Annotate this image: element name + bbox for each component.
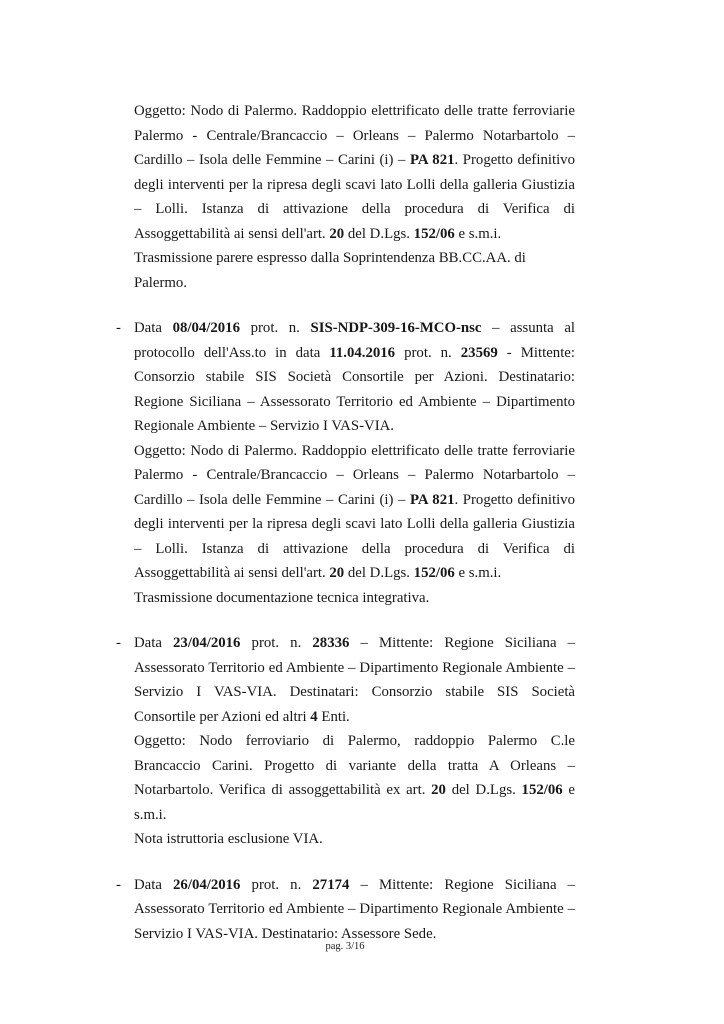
document-body (116, 99, 576, 946)
bold-text: 08/04/2016 (172, 320, 240, 336)
paragraph: Trasmissione documentazione tecnica integrativa. (134, 589, 430, 606)
bold-text: 152/06 (413, 565, 455, 581)
bullet-dash: - (116, 635, 121, 651)
bullet-dash: - (116, 876, 121, 893)
document-section (116, 873, 576, 947)
paragraph: Data 08/04/2016 prot. n. SIS-NDP-309-16-MCO-nsc – assunta al protocollo dell'Ass.to in data 11.04.2016 prot. n. 23569 - Mittente: Consorzio stabile SIS Società Consortile per Azioni. Destinatario: Regione Siciliana – Assessorato Territorio ed Ambiente – Dipartimento Regionale Ambiente – Servizio I VAS-VIA. (134, 320, 575, 434)
paragraph: Oggetto: Nodo di Palermo. Raddoppio elettrificato delle tratte ferroviarie Palermo - Centrale/Brancaccio – Orleans – Palermo Notarbartolo – Cardillo – Isola delle Femmine – Carini (i) – PA 821. Progetto definitivo degli interventi per la ripresa degli scavi lato Lolli della galleria Giustizia – Lolli. Istanza di attivazione della procedura di Verifica di Assoggettabilità ai sensi dell'art. 20 del D.Lgs. 152/06 e s.m.i. (134, 442, 575, 581)
paragraph: Trasmissione parere espresso dalla Soprintendenza BB.CC.AA. di Palermo. (134, 250, 526, 291)
bold-text: 11.04.2016 (329, 344, 396, 361)
bullet-dash: - (116, 320, 121, 336)
bold-text: 23/04/2016 (173, 635, 241, 651)
bold-text: SIS-NDP-309-16-MCO-nsc (310, 320, 482, 336)
paragraph: Data 26/04/2016 prot. n. 27174 – Mittente: Regione Siciliana – Assessorato Territorio ed Ambiente – Dipartimento Regionale Ambiente – Servizio I VAS-VIA. Destinatario: Assessore Sede. (134, 876, 576, 942)
bold-text: 23569 (460, 344, 498, 361)
bold-text: PA 821 (409, 152, 455, 168)
bold-text: 20 (431, 782, 446, 798)
document-section (116, 316, 575, 610)
bold-text: 28336 (312, 635, 350, 651)
paragraph: Oggetto: Nodo ferroviario di Palermo, raddoppio Palermo C.le Brancaccio Carini. Progetto di variante della tratta A Orleans – Notarbartolo. Verifica di assoggettabilità ex art. 20 del D.Lgs. 152/06 e s.m.i. (134, 733, 575, 823)
bold-text: PA 821 (409, 491, 455, 508)
bold-text: 4 (310, 708, 318, 725)
document-section (134, 99, 575, 295)
bold-text: 27174 (312, 876, 350, 893)
paragraph: Nota istruttoria esclusione VIA. (134, 831, 323, 847)
bold-text: 20 (329, 225, 345, 242)
bold-text: 152/06 (413, 225, 455, 242)
page-number: pag. 3/16 (325, 941, 365, 952)
document-section (116, 631, 576, 852)
bold-text: 20 (329, 565, 345, 581)
bold-text: 26/04/2016 (173, 876, 241, 893)
paragraph: Oggetto: Nodo di Palermo. Raddoppio elettrificato delle tratte ferroviarie Palermo - Centrale/Brancaccio – Orleans – Palermo Notarbartolo – Cardillo – Isola delle Femmine – Carini (i) – PA 821. Progetto definitivo degli interventi per la ripresa degli scavi lato Lolli della galleria Giustizia – Lolli. Istanza di attivazione della procedura di Verifica di Assoggettabilità ai sensi dell'art. 20 del D.Lgs. 152/06 e s.m.i. (134, 103, 575, 242)
bold-text: 152/06 (521, 782, 563, 798)
paragraph: Data 23/04/2016 prot. n. 28336 – Mittente: Regione Siciliana – Assessorato Territorio ed Ambiente – Dipartimento Regionale Ambiente – Servizio I VAS-VIA. Destinatari: Consorzio stabile SIS Società Consortile per Azioni ed altri 4 Enti. (134, 635, 576, 725)
